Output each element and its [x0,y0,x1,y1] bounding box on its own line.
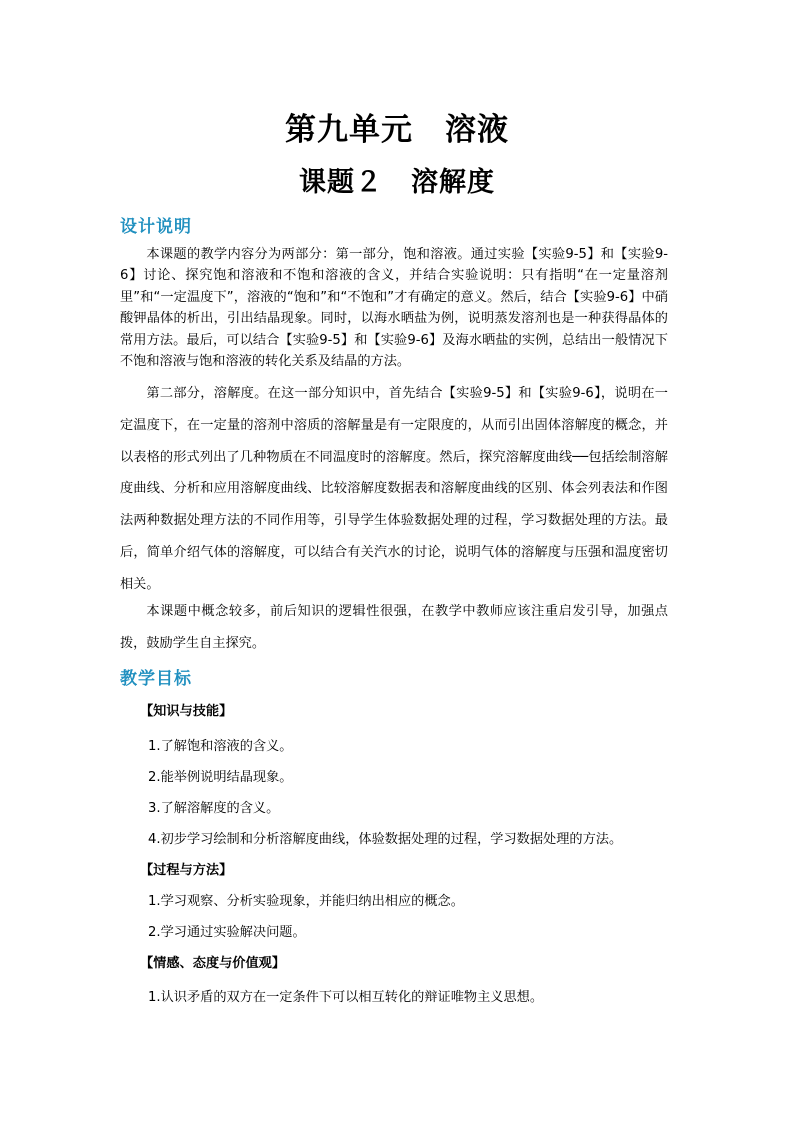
process-methods-label: 【过程与方法】 [140,863,233,878]
objectives-heading: 教学目标 [120,669,192,689]
values-item-1: 1.认识矛盾的双方在一定条件下可以相互转化的辩证唯物主义思想。 [148,990,544,1005]
process-item-1: 1.学习观察、分析实验现象，并能归纳出相应的概念。 [148,894,464,909]
unit-title: 第九单元 溶液 [285,112,509,148]
design-paragraph-1: 本课题的教学内容分为两部分：第一部分，饱和溶液。通过实验【实验9-5】和【实验9-6】讨论、探究饱和溶液和不饱和溶液的含义，并结合实验说明：只有指明“在一定量溶剂里”和“一定温度下”，溶液的“饱和”和“不饱和”才有确定的意义。然后，结合【实验9-6】中硝酸钾晶体的析出，引出结晶现象。同时，以海水晒盐为例，说明蒸发溶剂也是一种获得晶体的常用方法。最后，可以结合【实验9-5】和【实验9-6】及海水晒盐的实例，总结出一般情况下不饱和溶液与饱和溶液的转化关系及结晶的方法。 [120,247,668,370]
process-item-2: 2.学习通过实验解决问题。 [148,925,306,940]
knowledge-item-1: 1.了解饱和溶液的含义。 [148,739,293,754]
design-notes-heading: 设计说明 [120,217,192,237]
knowledge-item-4: 4.初步学习绘制和分析溶解度曲线，体验数据处理的过程，学习数据处理的方法。 [148,832,623,847]
design-paragraph-2: 第二部分，溶解度。在这一部分知识中，首先结合【实验9-5】和【实验9-6】，说明在一定温度下，在一定量的溶剂中溶质的溶解量是有一定限度的，从而引出固体溶解度的概念，并以表格的形式列出了几种物质在不同温度时的溶解度。然后，探究溶解度曲线──包括绘制溶解度曲线、分析和应用溶解度曲线、比较溶解度数据表和溶解度曲线的区别、体会列表法和作图法两种数据处理方法的不同作用等，引导学生体验数据处理的过程，学习数据处理的方法。最后，简单介绍气体的溶解度，可以结合有关汽水的讨论，说明气体的溶解度与压强和温度密切相关。 [120,386,668,592]
design-paragraph-3: 本课题中概念较多，前后知识的逻辑性很强，在教学中教师应该注重启发引导，加强点拨，鼓励学生自主探究。 [120,604,668,651]
knowledge-item-2: 2.能举例说明结晶现象。 [148,770,293,785]
lesson-title: 课题２ 溶解度 [299,167,495,198]
values-label: 【情感、态度与价值观】 [140,956,286,971]
knowledge-skills-label: 【知识与技能】 [140,704,233,719]
knowledge-item-3: 3.了解溶解度的含义。 [148,801,280,816]
